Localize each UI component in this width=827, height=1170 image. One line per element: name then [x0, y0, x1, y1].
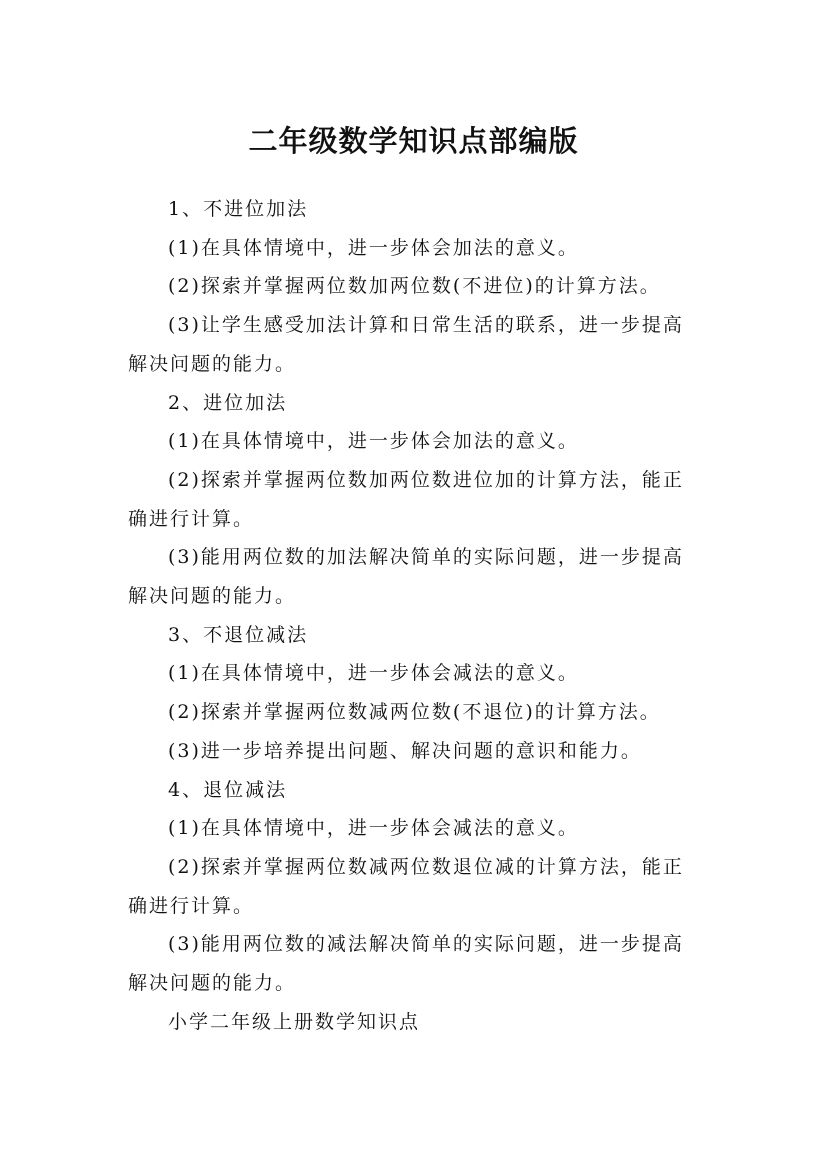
section-heading-2: 2、进位加法	[168, 391, 288, 414]
paragraph-3-1: (1)在具体情境中，进一步体会减法的意义。	[168, 662, 579, 685]
paragraph-1-2: (2)探索并掌握两位数加两位数(不进位)的计算方法。	[168, 275, 661, 298]
paragraph-3-3: (3)进一步培养提出问题、解决问题的意识和能力。	[168, 739, 642, 762]
section-heading-4: 4、退位减法	[168, 778, 288, 801]
section-heading-5: 小学二年级上册数学知识点	[168, 1010, 421, 1033]
document-title: 二年级数学知识点部编版	[248, 124, 579, 159]
paragraph-3-2: (2)探索并掌握两位数减两位数(不退位)的计算方法。	[168, 701, 661, 724]
paragraph-1-3: (3)让学生感受加法计算和日常生活的联系，进一步提高解决问题的能力。	[128, 314, 684, 375]
document-body	[128, 190, 702, 1041]
paragraph-2-3: (3)能用两位数的加法解决简单的实际问题，进一步提高解决问题的能力。	[128, 546, 684, 608]
paragraph-4-3: (3)能用两位数的减法解决简单的实际问题，进一步提高解决问题的能力。	[128, 933, 684, 995]
paragraph-4-2: (2)探索并掌握两位数减两位数退位减的计算方法，能正确进行计算。	[128, 855, 684, 917]
paragraph-2-2: (2)探索并掌握两位数加两位数进位加的计算方法，能正确进行计算。	[128, 468, 684, 530]
section-heading-1: 1、不进位加法	[168, 198, 309, 220]
paragraph-2-1: (1)在具体情境中，进一步体会加法的意义。	[168, 430, 579, 453]
paragraph-1-1: (1)在具体情境中，进一步体会加法的意义。	[168, 236, 579, 259]
paragraph-4-1: (1)在具体情境中，进一步体会减法的意义。	[168, 817, 579, 840]
section-heading-3: 3、不退位减法	[168, 623, 309, 646]
